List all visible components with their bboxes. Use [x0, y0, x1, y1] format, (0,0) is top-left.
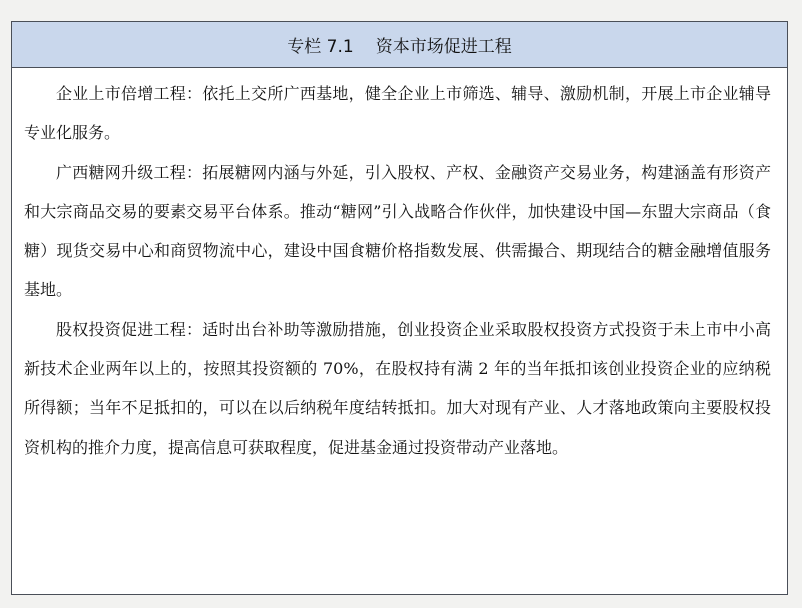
paragraph-sugar-network: 广西糖网升级工程：拓展糖网内涵与外延，引入股权、产权、金融资产交易业务，构建涵盖有形资产和大宗商品交易的要素交易平台体系。推动“糖网”引入战略合作伙伴，加快建设中国—东盟大宗商品（食糖）现货交易中心和商贸物流中心，建设中国食糖价格指数发展、供需撮合、期现结合的糖金融增值服务基地。 — [24, 162, 771, 300]
column-header — [12, 22, 787, 68]
paragraph-listing-program: 企业上市倍增工程：依托上交所广西基地，健全企业上市筛选、辅导、激励机制，开展上市企业辅导专业化服务。 — [24, 84, 771, 143]
column-title: 资本市场促进工程 — [375, 37, 512, 57]
column-body — [12, 68, 787, 467]
paragraph-equity-investment: 股权投资促进工程：适时出台补助等激励措施，创业投资企业采取股权投资方式投资于未上市中小高新技术企业两年以上的，按照其投资额的 70%，在股权持有满 2 年的当年抵扣该创业投资企业的应纳税所得额；当年不足抵扣的，可以在以后纳税年度结转抵扣。加大对现有产业、人才落地政策向主要股权投资机构的推介力度，提高信息可获取程度，促进基金通过投资带动产业落地。 — [24, 319, 771, 457]
column-number: 专栏 7.1 — [287, 37, 354, 57]
column-box — [11, 21, 788, 595]
